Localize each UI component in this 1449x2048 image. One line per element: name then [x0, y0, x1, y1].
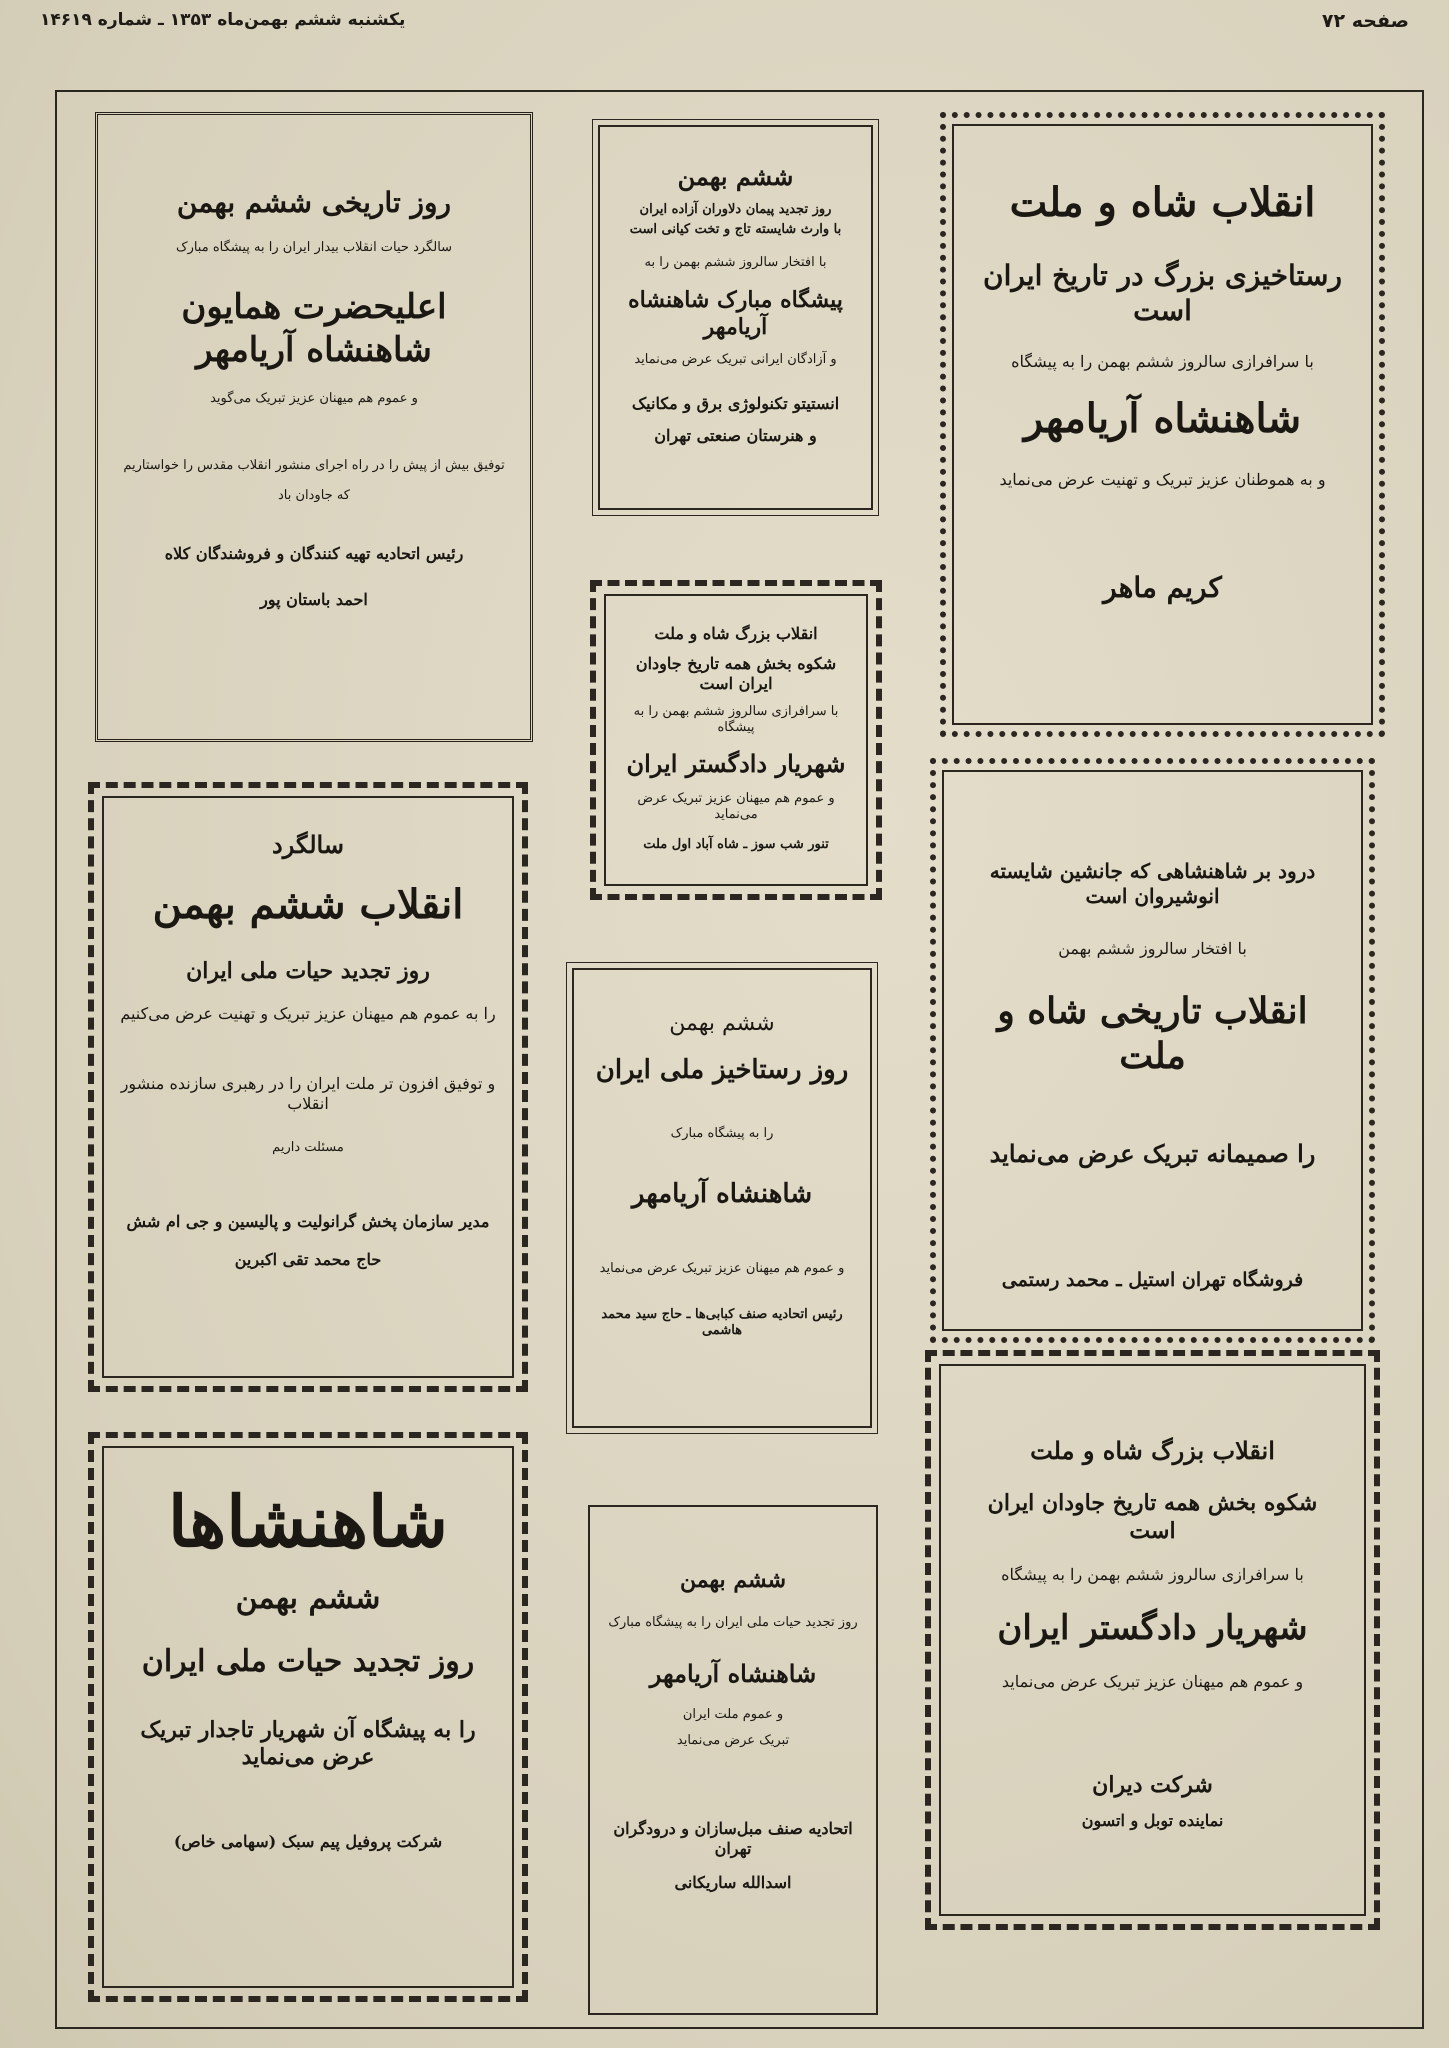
ad10-line: شکوه بخش همه تاریخ جاودان ایران است — [987, 1490, 1318, 1544]
ad6-line: را به عموم هم میهنان عزیز تبریک و تهنیت عرض می‌کنیم — [120, 1003, 496, 1023]
ad9-signature: اتحادیه صنف مبل‌سازان و درودگران تهران — [613, 1819, 853, 1859]
ad10-emperor: شهریار دادگستر ایران — [997, 1608, 1308, 1648]
ad5-line: درود بر شاهنشاهی که جانشین شایسته انوشیروان است — [989, 859, 1316, 908]
ad1-line: و به هموطنان عزیز تبریک و تهنیت عرض می‌نماید — [999, 470, 1326, 489]
ad2-emperor: پیشگاه مبارک شاهنشاه آریامهر — [628, 286, 843, 341]
ad3-line: که جاودان باد — [277, 487, 350, 503]
ad4-line: شکوه بخش همه تاریخ جاودان ایران است — [635, 654, 837, 693]
ad2-line: با وارث شایسته تاج و تخت کیانی است — [629, 222, 842, 238]
ad-kareem-maher — [940, 112, 1385, 737]
ad10-title: انقلاب بزرگ شاه و ملت — [1030, 1436, 1275, 1465]
ad-kebab-union — [572, 968, 872, 1428]
ad8-line: روز تجدید حیات ملی ایران — [141, 1644, 475, 1679]
ad-diran-company — [925, 1350, 1380, 1930]
ad9-emperor: شاهنشاه آریامهر — [649, 1658, 817, 1688]
ad8-title: شاهنشاها — [167, 1480, 449, 1563]
ad2-signature: و هنرستان صنعتی تهران — [654, 426, 817, 445]
ad10-line: و عموم هم میهنان عزیز تبریک عرض می‌نماید — [1001, 1671, 1304, 1691]
ad9-title: ششم بهمن — [679, 1567, 787, 1593]
ad-hat-makers-union — [95, 112, 533, 742]
ad6-line: مسئلت داریم — [272, 1139, 344, 1155]
ad2-title: ششم بهمن — [677, 162, 794, 191]
ad7-line: را به پیشگاه مبارک — [670, 1126, 774, 1141]
ad6-line: روز تجدید حیات ملی ایران — [186, 958, 430, 984]
ad5-line: با افتخار سالروز ششم بهمن — [1058, 939, 1247, 958]
ad-shab-suz-bakery — [590, 580, 882, 900]
ad6-line: سالگرد — [272, 830, 344, 859]
ad10-signature: شرکت دیران — [1092, 1771, 1213, 1798]
ad-electrical-institute — [598, 125, 873, 510]
ad4-line: با سرافرازی سالروز ششم بهمن را به پیشگاه — [633, 704, 839, 736]
ad4-signature: تنور شب سوز ـ شاه آباد اول ملت — [643, 837, 829, 852]
page-number: صفحه ۷۲ — [1321, 10, 1409, 32]
ad-tehran-steel — [930, 758, 1375, 1343]
ad3-line: و عموم هم میهنان عزیز تبریک می‌گوید — [210, 391, 418, 407]
ad5-signature: فروشگاه تهران استیل ـ محمد رستمی — [1001, 1269, 1304, 1291]
ad4-emperor: شهریار دادگستر ایران — [626, 748, 846, 778]
ad1-title: انقلاب شاه و ملت — [1009, 179, 1316, 226]
ad7-emperor: شاهنشاه آریامهر — [631, 1179, 813, 1210]
ad1-emperor: شاهنشاه آریامهر — [1023, 395, 1302, 442]
ad1-line: با سرافرازی سالروز ششم بهمن را به پیشگاه — [1011, 352, 1314, 371]
ad8-signature: شرکت پروفیل پیم سبک (سهامی خاص) — [173, 1831, 443, 1851]
ad4-line: و عموم هم میهنان عزیز تبریک عرض می‌نماید — [637, 790, 835, 822]
ad8-line: را به پیشگاه آن شهریار تاجدار تبریک عرض می‌نماید — [140, 1716, 476, 1770]
ad2-signature: انستیتو تکنولوژی برق و مکانیک — [631, 394, 840, 413]
ad2-line: و آزادگان ایرانی تبریک عرض می‌نماید — [634, 351, 837, 367]
ad-furniture-makers-union — [588, 1505, 878, 2015]
ad9-line: روز تجدید حیات ملی ایران را به پیشگاه مبارک — [608, 1614, 858, 1630]
ad7-line: و عموم هم میهنان عزیز تبریک عرض می‌نماید — [599, 1260, 845, 1276]
ad7-title: ششم بهمن — [669, 1011, 775, 1036]
ad8-line: ششم بهمن — [235, 1580, 381, 1616]
ad3-line: سالگرد حیات انقلاب بیدار ایران را به پیشگاه مبارک — [175, 240, 453, 255]
ad2-line: با افتخار سالروز ششم بهمن را به — [644, 254, 827, 270]
ad6-title: انقلاب ششم بهمن — [152, 881, 464, 928]
ad7-line: روز رستاخیز ملی ایران — [595, 1054, 849, 1085]
ad6-signature: حاج محمد تقی اکبرین — [234, 1249, 382, 1269]
ad5-line: را صمیمانه تبریک عرض می‌نماید — [989, 1139, 1316, 1168]
ad1-line: رستاخیزی بزرگ در تاریخ ایران است — [983, 259, 1342, 327]
ad2-line: روز تجدید پیمان دلاوران آزاده ایران — [639, 202, 832, 217]
ad6-line: و توفیق افزون تر ملت ایران را در رهبری سازنده منشور انقلاب — [120, 1073, 496, 1113]
ad7-signature: رئیس اتحادیه صنف کبابی‌ها ـ حاج سید محمد هاشمی — [601, 1307, 843, 1339]
ad9-signature: اسدالله ساریکانی — [674, 1873, 792, 1893]
ad9-line: و عموم ملت ایران — [682, 1706, 784, 1722]
ad3-line: توفیق بیش از پیش را در راه اجرای منشور انقلاب مقدس را خواستاریم — [123, 457, 505, 473]
ad3-emperor: اعلیحضرت همایون شاهنشاه آریامهر — [181, 287, 447, 370]
ad1-signature: کریم ماهر — [1103, 571, 1222, 604]
ad4-title: انقلاب بزرگ شاه و ملت — [654, 624, 818, 643]
ad-profile-company — [88, 1432, 528, 2002]
ad3-signature: احمد باستان پور — [260, 590, 368, 609]
ad-granulite-distributor — [88, 782, 528, 1392]
ad5-title: انقلاب تاریخی شاه و ملت — [997, 990, 1308, 1077]
ad3-title: روز تاریخی ششم بهمن — [176, 186, 452, 219]
ad10-line: با سرافرازی سالروز ششم بهمن را به پیشگاه — [1001, 1565, 1304, 1584]
ad6-signature: مدیر سازمان پخش گرانولیت و پالیسین و جی ام شش — [126, 1211, 490, 1231]
ad9-line: تبریک عرض می‌نماید — [676, 1733, 790, 1748]
ad10-signature: نماینده توبل و اتسون — [1081, 1811, 1224, 1830]
ad3-signature: رئیس اتحادیه تهیه کنندگان و فروشندگان کلاه — [164, 544, 464, 563]
dateline: یکشنبه ششم بهمن‌ماه ۱۳۵۳ ـ شماره ۱۴۶۱۹ — [40, 10, 406, 30]
